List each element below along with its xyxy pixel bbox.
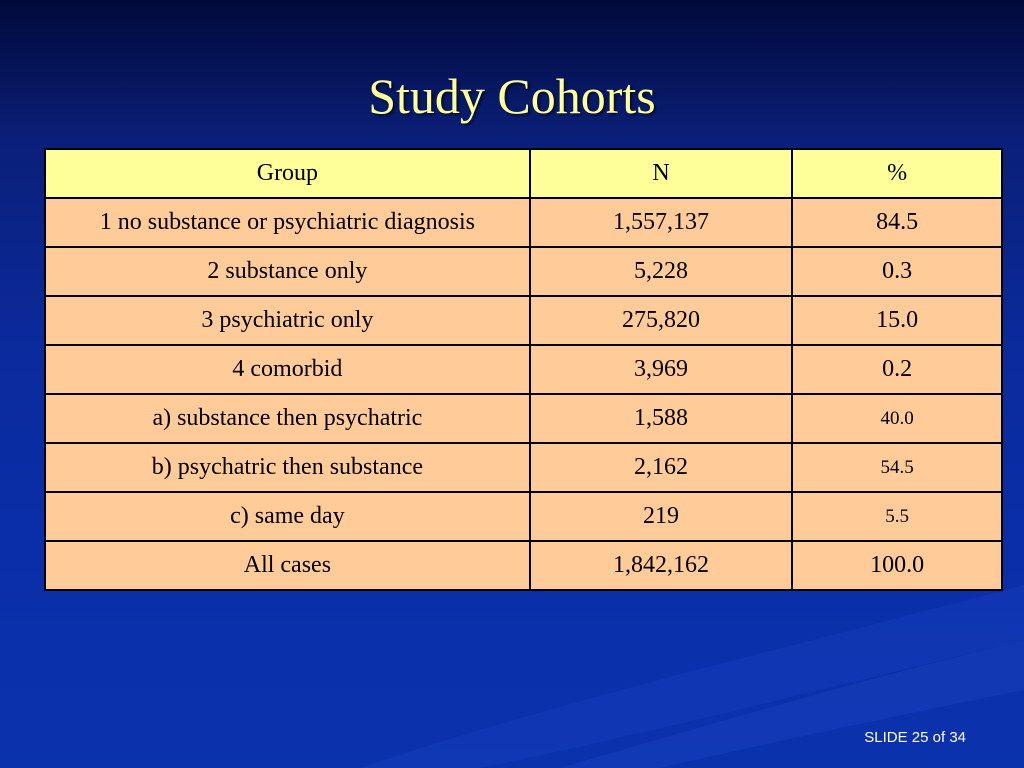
slide-number: SLIDE 25 of 34 bbox=[864, 729, 966, 746]
table-row bbox=[45, 394, 1002, 443]
table-row bbox=[45, 443, 1002, 492]
cell-n: 1,842,162 bbox=[530, 541, 792, 590]
header-percent: % bbox=[792, 149, 1002, 198]
header-group: Group bbox=[45, 149, 530, 198]
cell-group: b) psychatric then substance bbox=[45, 443, 530, 492]
cell-n: 3,969 bbox=[530, 345, 792, 394]
cell-percent: 54.5 bbox=[792, 443, 1002, 492]
cell-percent: 15.0 bbox=[792, 296, 1002, 345]
cell-group: c) same day bbox=[45, 492, 530, 541]
table-row bbox=[45, 541, 1002, 590]
cell-n: 275,820 bbox=[530, 296, 792, 345]
cell-percent: 0.2 bbox=[792, 345, 1002, 394]
cell-group: All cases bbox=[45, 541, 530, 590]
table-header-row bbox=[45, 149, 1002, 198]
cell-n: 5,228 bbox=[530, 247, 792, 296]
cell-percent: 40.0 bbox=[792, 394, 1002, 443]
cell-group: 2 substance only bbox=[45, 247, 530, 296]
table-row bbox=[45, 345, 1002, 394]
cell-group: a) substance then psychatric bbox=[45, 394, 530, 443]
cell-group: 1 no substance or psychiatric diagnosis bbox=[45, 198, 530, 247]
cell-n: 2,162 bbox=[530, 443, 792, 492]
table-row bbox=[45, 247, 1002, 296]
cell-percent: 5.5 bbox=[792, 492, 1002, 541]
cell-percent: 100.0 bbox=[792, 541, 1002, 590]
cell-n: 1,557,137 bbox=[530, 198, 792, 247]
slide-title: Study Cohorts bbox=[368, 68, 656, 124]
table-row bbox=[45, 492, 1002, 541]
table-row bbox=[45, 198, 1002, 247]
cell-group: 3 psychiatric only bbox=[45, 296, 530, 345]
cell-group: 4 comorbid bbox=[45, 345, 530, 394]
header-n: N bbox=[530, 149, 792, 198]
cell-percent: 0.3 bbox=[792, 247, 1002, 296]
cell-n: 1,588 bbox=[530, 394, 792, 443]
cell-n: 219 bbox=[530, 492, 792, 541]
table-row bbox=[45, 296, 1002, 345]
cell-percent: 84.5 bbox=[792, 198, 1002, 247]
cohorts-table bbox=[44, 148, 1003, 591]
